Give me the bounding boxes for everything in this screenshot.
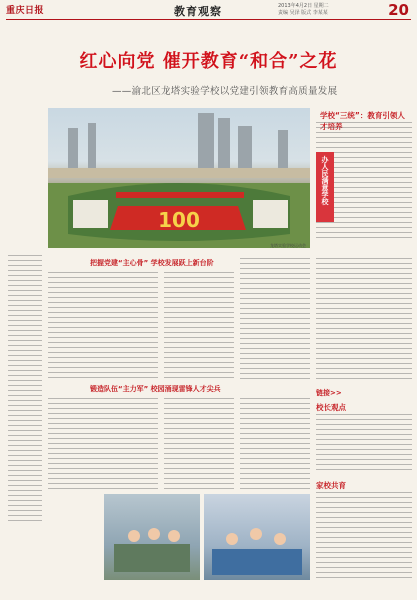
photo-caption: 龙塔实验学校运动会 xyxy=(270,243,306,248)
issue-info xyxy=(278,3,329,17)
section-name: 教育观察 xyxy=(174,5,222,18)
right-col-text-1 xyxy=(316,258,412,382)
body-col-2c xyxy=(240,398,310,490)
section-1-title: 把握党建“主心骨” 学校发展跃上新台阶 xyxy=(90,259,214,267)
right-box-title: 学校“三统”：教育引领人才培养 xyxy=(320,111,405,131)
stadium-photo-illustration xyxy=(48,108,310,248)
classroom-illustration xyxy=(104,494,200,580)
performance-illustration xyxy=(204,494,310,580)
link-label: 链接>> xyxy=(316,389,342,397)
subtitle-home-school: 家校共育 xyxy=(316,481,346,490)
issue-date: 2013年4月2日 星期二 xyxy=(278,3,329,9)
body-col-2a xyxy=(48,398,158,490)
bottom-photo-1 xyxy=(104,494,200,580)
svg-text:100: 100 xyxy=(158,208,200,232)
right-col-text-3 xyxy=(316,492,412,580)
issue-editors: 责编 吴泽 版式 李某某 xyxy=(278,10,328,16)
main-photo xyxy=(48,108,310,248)
bottom-photo-2 xyxy=(204,494,310,580)
subtitle-principal: 校长观点 xyxy=(316,403,346,412)
masthead-rule xyxy=(6,19,411,20)
quote-banner xyxy=(316,152,334,222)
body-col-2b xyxy=(164,398,234,490)
section-2-title: 锻造队伍“主力军” 校园涌现雷锋人才尖兵 xyxy=(90,385,221,393)
article-headline: 红心向党 催开教育“和合”之花 xyxy=(79,51,338,72)
body-col-1a xyxy=(48,272,158,382)
quote-text: 办人民满意学校 xyxy=(321,156,329,205)
newspaper-logo: 重庆日报 xyxy=(6,6,45,16)
body-col-1b xyxy=(164,272,234,382)
article-subheadline: ——渝北区龙塔实验学校以党建引领教育高质量发展 xyxy=(112,86,338,97)
page-number: 20 xyxy=(388,1,409,19)
left-sidebar-text xyxy=(8,255,42,525)
left-sidebar xyxy=(8,255,42,525)
masthead xyxy=(0,0,417,20)
right-col-text-2 xyxy=(316,414,412,474)
body-col-1c xyxy=(240,258,310,382)
